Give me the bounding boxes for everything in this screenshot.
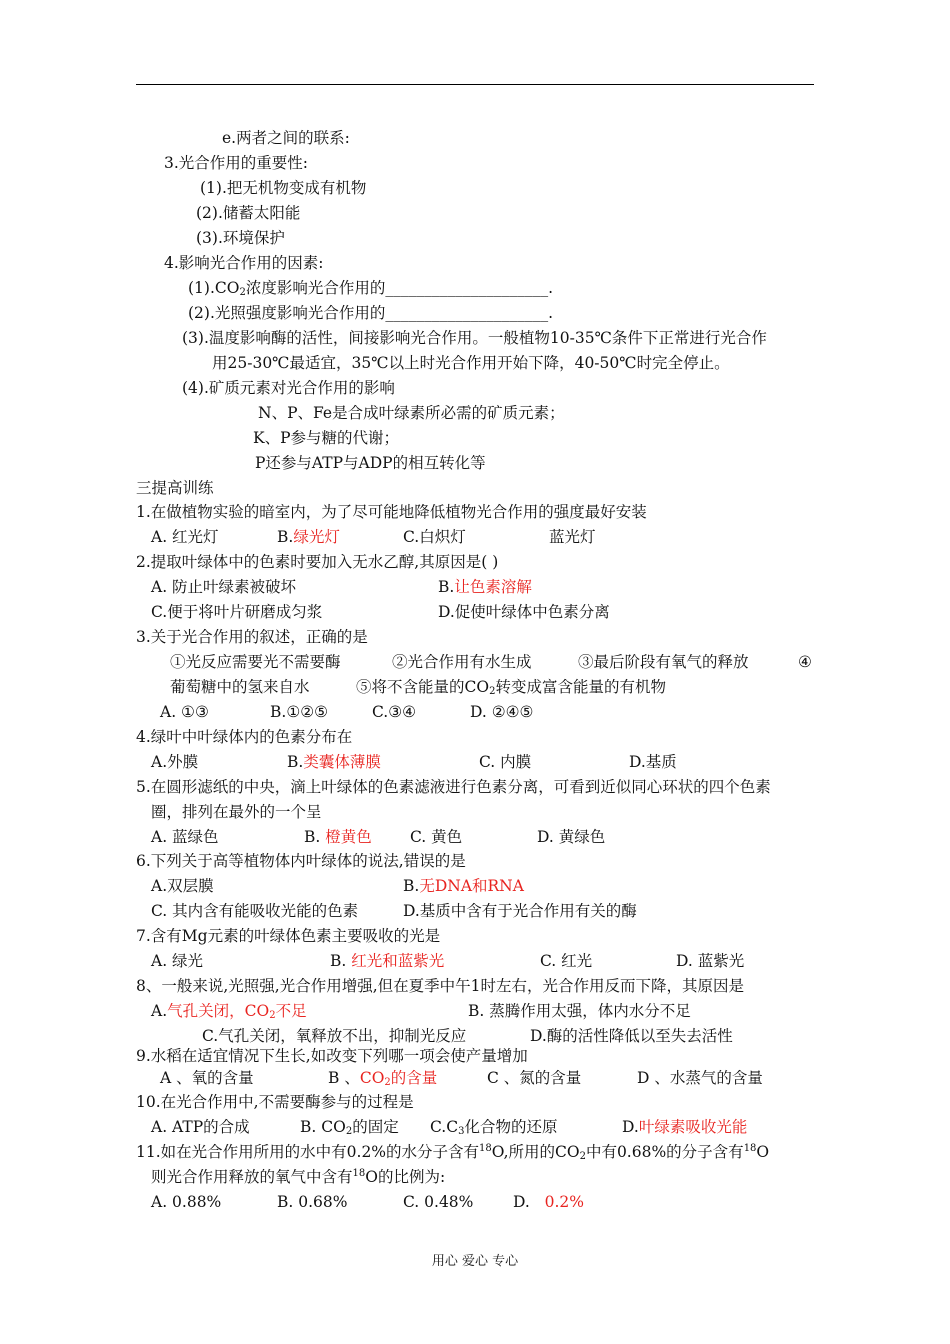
q3-statement-3: ③最后阶段有氧气的释放 bbox=[578, 653, 749, 671]
q2-option-c: C.便于将叶片研磨成匀浆 bbox=[151, 603, 323, 621]
q7-option-a: A. 绿光 bbox=[151, 952, 204, 970]
q10-option-d: D.叶绿素吸收光能 bbox=[622, 1118, 748, 1136]
q5-stem-line2: 圈，排列在最外的一个呈 bbox=[151, 803, 322, 821]
q11-option-b: B. 0.68% bbox=[277, 1193, 348, 1211]
q8-option-c: C.气孔关闭，氧释放不出，抑制光反应 bbox=[202, 1027, 467, 1045]
q6-option-b: B.无DNA和RNA bbox=[403, 877, 524, 895]
q4-option-d: D.基质 bbox=[629, 753, 677, 771]
q5-option-d: D. 黄绿色 bbox=[537, 828, 606, 846]
q5-option-b: B. 橙黄色 bbox=[304, 828, 372, 846]
q1-stem: 1.在做植物实验的暗室内，为了尽可能地降低植物光合作用的强度最好安装 bbox=[136, 503, 647, 521]
q1-option-c: C.白炽灯 bbox=[403, 528, 466, 546]
q7-stem: 7.含有Mg元素的叶绿体色素主要吸收的光是 bbox=[136, 927, 441, 945]
q8-option-a: A.气孔关闭，$CO_2$不足 bbox=[151, 1002, 307, 1021]
q6-stem: 6.下列关于高等植物体内叶绿体的说法,错误的是 bbox=[136, 852, 466, 870]
q6-option-d: D.基质中含有于光合作用有关的酶 bbox=[403, 902, 637, 920]
q9-option-b: B 、$CO_2$的含量 bbox=[328, 1069, 438, 1088]
q8-option-b: B. 蒸腾作用太强，体内水分不足 bbox=[468, 1002, 691, 1020]
q4-option-c: C. 内膜 bbox=[479, 753, 532, 771]
q3-option-d: D. ②④⑤ bbox=[470, 703, 534, 721]
q8-option-d: D.酶的活性降低以至失去活性 bbox=[530, 1027, 733, 1045]
q7-option-d: D. 蓝紫光 bbox=[676, 952, 745, 970]
outline-s3-item-2: (2).储蓄太阳能 bbox=[196, 204, 301, 222]
q3-stem: 3.关于光合作用的叙述，正确的是 bbox=[136, 628, 368, 646]
q9-option-d: D 、水蒸气的含量 bbox=[637, 1069, 763, 1087]
outline-s4-item-4-line1: N、P、Fe是合成叶绿素所必需的矿质元素； bbox=[258, 404, 565, 422]
q10-option-c: $C.C_3$化合物的还原 bbox=[430, 1118, 558, 1137]
outline-s4-item-4-line3: P还参与ATP与ADP的相互转化等 bbox=[255, 454, 486, 472]
q3-statement-2: ②光合作用有水生成 bbox=[392, 653, 532, 671]
q11-stem-line1: 11.如在光合作用所用的水中有0.2%的水分子含有$^{18}$O,所用的$CO_2$中有0.68%的分子含有$^{18}$O bbox=[136, 1143, 770, 1162]
q9-option-c: C 、氮的含量 bbox=[487, 1069, 582, 1087]
q2-stem: 2.提取叶绿体中的色素时要加入无水乙醇,其原因是( ) bbox=[136, 553, 499, 571]
q2-option-a: A. 防止叶绿素被破坏 bbox=[151, 578, 297, 596]
outline-s3-item-3: (3).环境保护 bbox=[196, 229, 285, 247]
outline-e-link: e.两者之间的联系: bbox=[222, 129, 350, 147]
outline-s4-item-4-title: (4).矿质元素对光合作用的影响 bbox=[182, 379, 395, 397]
q1-option-a: A. 红光灯 bbox=[151, 528, 219, 546]
q11-option-d: D. 0.2% bbox=[513, 1193, 584, 1211]
q4-stem: 4.绿叶中叶绿体内的色素分布在 bbox=[136, 728, 353, 746]
q7-option-c: C. 红光 bbox=[540, 952, 593, 970]
outline-s4-item-1: $(1).CO_2$浓度影响光合作用的_____________________. bbox=[188, 279, 554, 298]
q10-stem: 10.在光合作用中,不需要酶参与的过程是 bbox=[136, 1093, 414, 1111]
outline-s3-title: 3.光合作用的重要性: bbox=[164, 154, 309, 172]
q5-option-c: C. 黄色 bbox=[410, 828, 463, 846]
q11-option-c: C. 0.48% bbox=[403, 1193, 474, 1211]
q3-option-a: A. ①③ bbox=[160, 703, 209, 721]
outline-s4-item-3-line2: 用25-30℃最适宜，35℃以上时光合作用开始下降，40-50℃时完全停止。 bbox=[212, 354, 730, 372]
outline-s4-item-4-line2: K、P参与糖的代谢； bbox=[253, 429, 400, 447]
q3-statement-5: ⑤将不含能量的$CO_2$转变成富含能量的有机物 bbox=[356, 678, 666, 697]
header-rule bbox=[136, 84, 814, 85]
q4-option-b: B.类囊体薄膜 bbox=[287, 753, 381, 771]
q5-option-a: A. 蓝绿色 bbox=[151, 828, 219, 846]
q1-option-b: B.绿光灯 bbox=[277, 528, 340, 546]
page-footer: 用心 爱心 专心 bbox=[431, 1254, 519, 1269]
q3-option-c: C.③④ bbox=[372, 703, 417, 721]
outline-s4-item-3-line1: (3).温度影响酶的活性，间接影响光合作用。一般植物10-35℃条件下正常进行光合作 bbox=[182, 329, 767, 347]
q2-option-d: D.促使叶绿体中色素分离 bbox=[438, 603, 610, 621]
q11-option-a: A. 0.88% bbox=[151, 1193, 222, 1211]
q3-option-b: B.①②⑤ bbox=[270, 703, 329, 721]
q10-option-b: B. $CO_2$的固定 bbox=[300, 1118, 399, 1137]
q7-option-b: B. 红光和蓝紫光 bbox=[330, 952, 445, 970]
q9-stem: 9.水稻在适宜情况下生长,如改变下列哪一项会使产量增加 bbox=[136, 1047, 528, 1065]
q6-option-a: A.双层膜 bbox=[151, 877, 214, 895]
q9-option-a: A 、氧的含量 bbox=[160, 1069, 254, 1087]
outline-s4-title: 4.影响光合作用的因素: bbox=[164, 254, 324, 272]
q3-statement-4-marker: ④ bbox=[798, 653, 812, 671]
q5-stem-line1: 5.在圆形滤纸的中央，滴上叶绿体的色素滤液进行色素分离，可看到近似同心环状的四个色素 bbox=[136, 778, 771, 796]
q4-option-a: A.外膜 bbox=[151, 753, 199, 771]
q1-option-d: 蓝光灯 bbox=[549, 528, 596, 546]
q10-option-a: A. ATP的合成 bbox=[151, 1118, 250, 1136]
outline-s3-item-1: (1).把无机物变成有机物 bbox=[200, 179, 367, 197]
q2-option-b: B.让色素溶解 bbox=[438, 578, 532, 596]
q11-stem-line2: 则光合作用释放的氧气中含有$^{18}$O的比例为: bbox=[151, 1168, 446, 1186]
section-title: 三提高训练 bbox=[136, 479, 214, 497]
q3-statement-4: 葡萄糖中的氢来自水 bbox=[170, 678, 310, 696]
outline-s4-item-2: (2).光照强度影响光合作用的_____________________. bbox=[188, 304, 554, 322]
q3-statement-1: ①光反应需要光不需要酶 bbox=[170, 653, 341, 671]
q8-stem: 8、一般来说,光照强,光合作用增强,但在夏季中午1时左右，光合作用反而下降，其原因是 bbox=[136, 977, 745, 995]
q6-option-c: C. 其内含有能吸收光能的色素 bbox=[151, 902, 359, 920]
